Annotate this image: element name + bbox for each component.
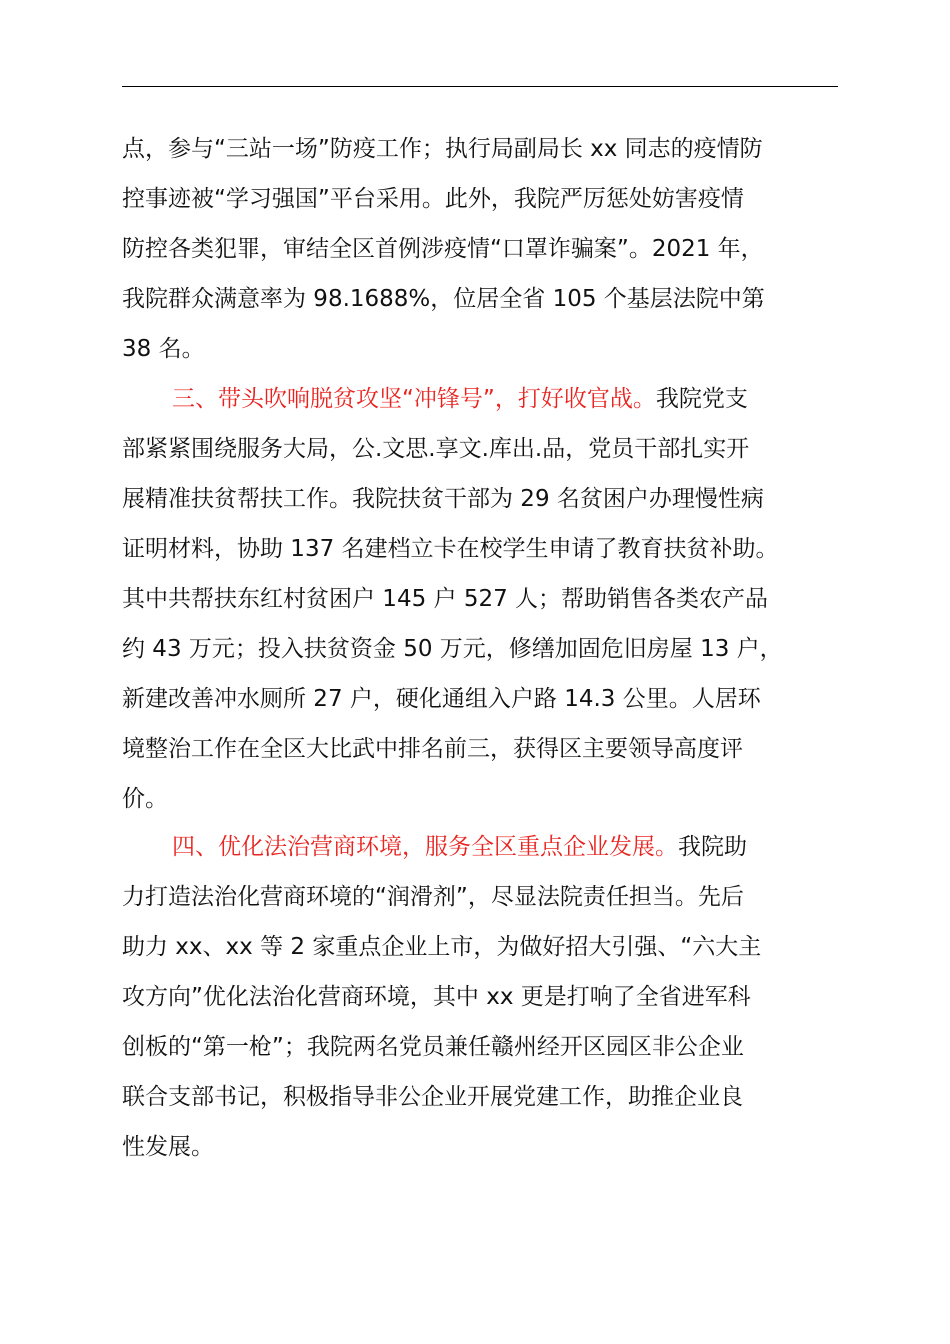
text-line: 价。 (122, 786, 168, 812)
text-run: 我院助 (678, 834, 747, 860)
text-line: 部紧紧围绕服务大局，公.文思.享文.库出.品，党员干部扎实开 (122, 436, 750, 462)
text-line: 性发展。 (122, 1134, 214, 1160)
section-heading: 三、带头吹响脱贫攻坚“冲锋号”，打好收官战。 (172, 386, 656, 412)
text-line: 创板的“第一枪”；我院两名党员兼任赣州经开区园区非公企业 (122, 1034, 744, 1060)
text-line: 联合支部书记，积极指导非公企业开展党建工作，助推企业良 (122, 1084, 743, 1110)
text-line: 约 43 万元；投入扶贫资金 50 万元，修缮加固危旧房屋 13 户， (122, 636, 783, 662)
text-line: 证明材料，协助 137 名建档立卡在校学生申请了教育扶贫补助。 (122, 536, 779, 562)
header-rule (122, 86, 838, 87)
text-line: 展精准扶贫帮扶工作。我院扶贫干部为 29 名贫困户办理慢性病 (122, 486, 764, 512)
text-line (172, 384, 748, 414)
section-heading: 四、优化法治营商环境，服务全区重点企业发展。 (172, 834, 678, 860)
text-line: 控事迹被“学习强国”平台采用。此外，我院严厉惩处妨害疫情 (122, 186, 744, 212)
text-line (172, 832, 747, 862)
text-line: 其中共帮扶东红村贫困户 145 户 527 人；帮助销售各类农产品 (122, 586, 769, 612)
text-line: 新建改善冲水厕所 27 户，硬化通组入户路 14.3 公里。人居环 (122, 686, 761, 712)
text-line: 38 名。 (122, 336, 205, 362)
text-line: 助力 xx、xx 等 2 家重点企业上市，为做好招大引强、“六大主 (122, 934, 762, 960)
text-line: 攻方向”优化法治化营商环境，其中 xx 更是打响了全省进军科 (122, 984, 751, 1010)
text-run: 我院党支 (655, 386, 748, 412)
text-line: 境整治工作在全区大比武中排名前三，获得区主要领导高度评 (122, 736, 743, 762)
text-line: 防控各类犯罪，审结全区首例涉疫情“口罩诈骗案”。2021 年， (122, 236, 764, 262)
text-line: 我院群众满意率为 98.1688%，位居全省 105 个基层法院中第 (122, 286, 765, 312)
text-line: 力打造法治化营商环境的“润滑剂”，尽显法院责任担当。先后 (122, 884, 744, 910)
text-line: 点，参与“三站一场”防疫工作；执行局副局长 xx 同志的疫情防 (122, 136, 763, 162)
